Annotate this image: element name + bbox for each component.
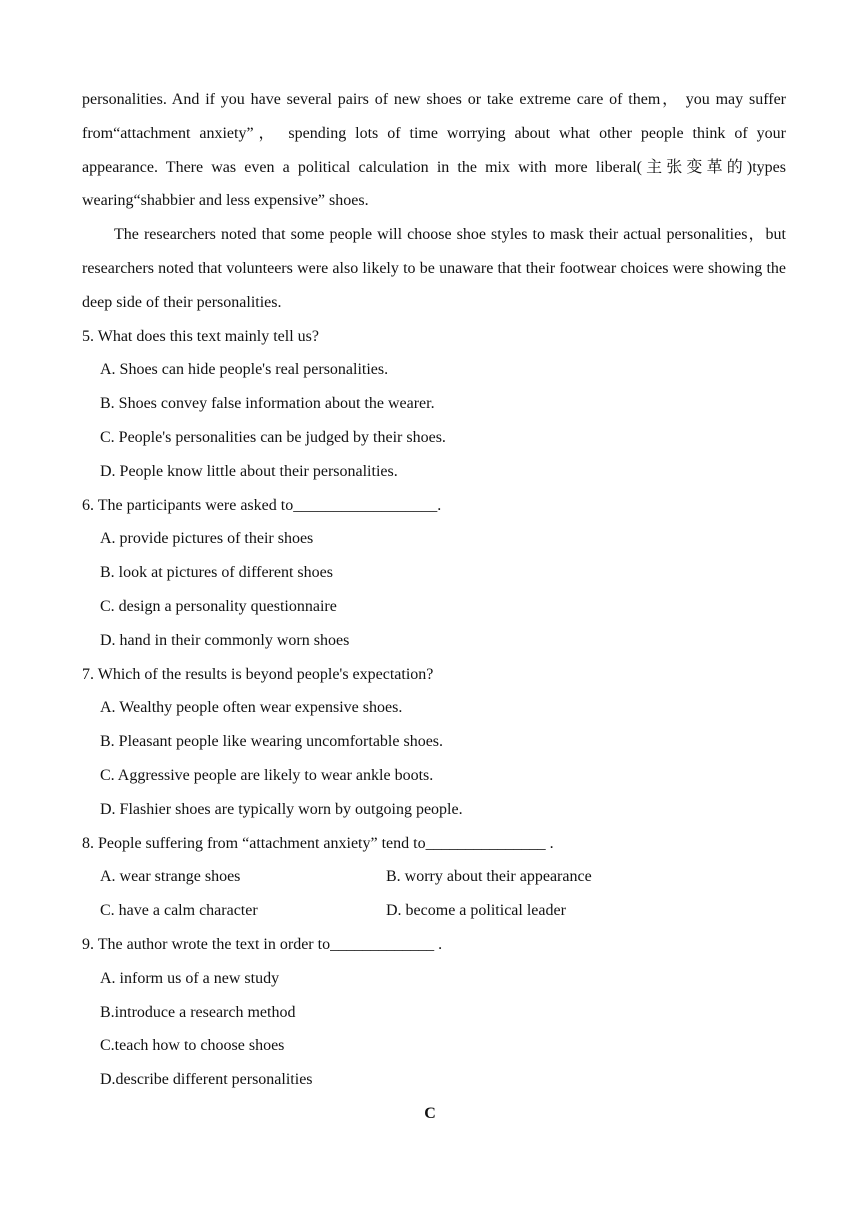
- question-stem: 7. Which of the results is beyond people's expectation?: [82, 665, 434, 683]
- option-a: A. wear strange shoes: [100, 868, 241, 886]
- option-a: A. provide pictures of their shoes: [100, 530, 314, 548]
- option-d: D. People know little about their personalities.: [100, 462, 398, 480]
- option-b: B. look at pictures of different shoes: [100, 564, 333, 582]
- option-b: B.introduce a research method: [100, 1003, 296, 1021]
- option-c: C. Aggressive people are likely to wear ankle boots.: [100, 766, 434, 784]
- question-stem: 9. The author wrote the text in order to_____________ .: [82, 935, 443, 953]
- option-d: D. become a political leader: [386, 902, 566, 920]
- question-7: [82, 658, 786, 827]
- question-stem: 5. What does this text mainly tell us?: [82, 327, 319, 345]
- option-b: B. Shoes convey false information about the wearer.: [100, 395, 435, 413]
- option-row: [82, 860, 786, 894]
- question-6: [82, 489, 786, 658]
- question-5: [82, 320, 786, 489]
- option-d: D.describe different personalities: [100, 1071, 313, 1089]
- option-d: D. Flashier shoes are typically worn by outgoing people.: [100, 800, 463, 818]
- question-8: [82, 827, 786, 928]
- option-a: A. Wealthy people often wear expensive shoes.: [100, 699, 403, 717]
- option-b: B. Pleasant people like wearing uncomfortable shoes.: [100, 733, 444, 751]
- question-stem: 8. People suffering from “attachment anxiety” tend to_______________ .: [82, 834, 554, 852]
- option-b: B. worry about their appearance: [386, 868, 592, 886]
- option-c: C. have a calm character: [100, 902, 258, 920]
- question-9: [82, 928, 786, 1097]
- option-a: A. inform us of a new study: [100, 969, 280, 987]
- section-letter: C: [424, 1104, 436, 1122]
- passage-paragraph: The researchers noted that some people will choose shoe styles to mask their actual personalities，but researchers noted that volunteers were also likely to be unaware that their footwear choices were showing the deep side of their personalities.: [82, 226, 786, 311]
- option-d: D. hand in their commonly worn shoes: [100, 631, 350, 649]
- option-c: C. People's personalities can be judged by their shoes.: [100, 428, 446, 446]
- option-c: C. design a personality questionnaire: [100, 597, 337, 615]
- option-row: [82, 894, 786, 928]
- question-stem: 6. The participants were asked to__________________.: [82, 496, 442, 514]
- option-a: A. Shoes can hide people's real personalities.: [100, 361, 389, 379]
- passage-paragraph: personalities. And if you have several pairs of new shoes or take extreme care of them， you may suffer from“attachment anxiety”， spending lots of time worrying about what other people think of your appearance. There was even a political calculation in the mix with more liberal(主张变革的)types wearing“shabbier and less expensive” shoes.: [82, 91, 786, 210]
- option-c: C.teach how to choose shoes: [100, 1037, 285, 1055]
